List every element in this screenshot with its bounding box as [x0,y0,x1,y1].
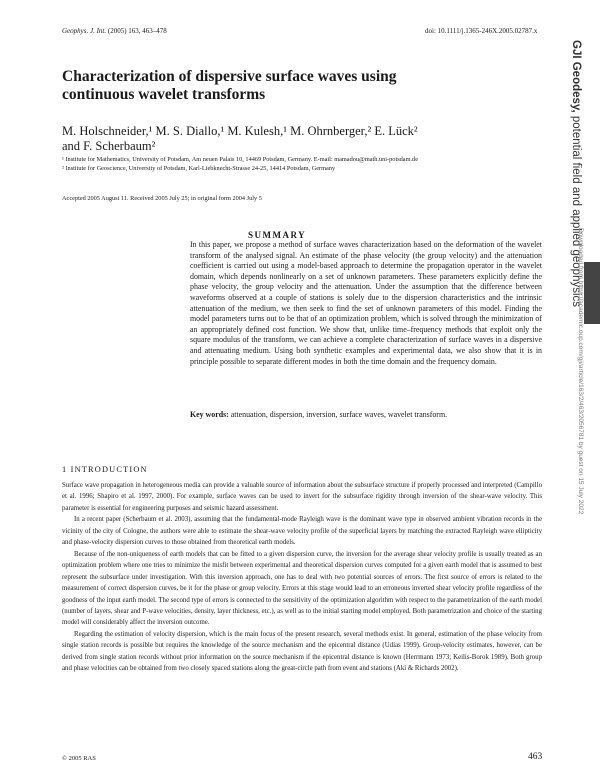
introduction-body [62,480,542,675]
authors [62,124,482,154]
banner-bold: GJI Geodesy, [570,40,582,113]
paragraph: Regarding the estimation of velocity dispersion, which is the main focus of the present research, several methods exist. In general, estimation of the phase velocity from single station records is possible but requires the knowledge of the source mechanism and the epicentral distance (Udías 1999). Group-velocity estimates, however, can be derived from single station records without prior information on the source mechanism if the epicentral distance is known (Herrmann 1973; Keilis-Borok 1989). Both group and phase velocities can be obtained from two closely spaced stations along the great-circle path from event and stations (Aki & Richards 2002). [62,630,542,673]
keywords-list: attenuation, dispersion, inversion, surface waves, wavelet transform. [230,410,448,419]
journal-name: Geophys. J. Int. [62,27,107,35]
authors-line-2: and F. Scherbaum² [62,139,156,153]
journal-volume-pages: (2005) 163, 463–478 [107,27,167,35]
summary-text: In this paper, we propose a method of surface waves characterization based on the deformation of the wavelet transform of the analysed signal. An estimate of the phase velocity (the group velocity) and the attenuation coefficient is carried out using a model-based approach to determine the propagation operator in the wavelet domain, which depends nonlinearly on a set of unknown parameters. These parameters explicitly define the phase velocity, the group velocity and the attenuation. Under the assumption that the difference between waveforms observed at a couple of stations is solely due to the dispersion characteristics and the intrinsic attenuation of the medium, we then seek to find the set of unknown parameters of this model. Finding the model parameters turns out to be that of an optimization problem, which is solved through the minimization of an appropriately defined cost function. We show that, unlike time–frequency methods that exploit only the square modulus of the transform, we can achieve a complete characterization of surface waves in a dispersive and attenuating medium. Using both synthetic examples and experimental data, we also show that it is in principle possible to separate different modes in both the time domain and the frequency domain. [190,240,542,366]
authors-line-1: M. Holschneider,¹ M. S. Diallo,¹ M. Kulesh,¹ M. Ohrnberger,² E. Lück² [62,124,418,138]
banner-rest: potential field and applied geophysics [570,112,582,308]
accepted-dates: Accepted 2005 August 11. Received 2005 July 25; in original form 2004 July 5 [62,195,262,202]
affiliation-1: ¹ Institute for Mathematics, University of Potsdam, Am neuen Palais 10, 14469 Potsdam, Germany. E-mail: mamadou@math.uni-potsdam.de [62,156,418,163]
paragraph: In a recent paper (Scherbaum et al. 2003), assuming that the fundamental-mode Rayleigh wave is the dominant wave type in observed ambient vibration records in the vicinity of the city of Cologne, the authors were able to estimate the shear-wave velocity profile of the superficial layers by matching the extracted Rayleigh wave ellipticity and phase-velocity dispersion curves to those obtained from theoretical earth models. [62,516,542,547]
doi[interactable]: doi: 10.1111/j.1365-246X.2005.02787.x [425,27,538,35]
keywords-label: Key words: [190,410,229,419]
download-watermark: Downloaded from https://academic.oup.com/gji/article/163/2/463/2056781 by guest on 15 July 2022 [577,228,584,515]
paragraph: Surface wave propagation in heterogeneous media can provide a valuable source of information about the subsurface structure if properly processed and interpreted (Campillo et al. 1996; Shapiro et al. 1997, 2000). For example, surface waves can be used to invert for the subsurface rigidity through inversion of the shear-wave velocity. This parameter is essential for engineering purposes and seismic hazard assessment. [62,482,542,512]
copyright: © 2005 RAS [62,755,96,762]
page-number: 463 [528,752,543,762]
paragraph: Because of the non-uniqueness of earth models that can be fitted to a given dispersion curve, the inversion for the average shear velocity profile is usually treated as an optimization problem where one tries to minimize the misfit between experimental and theoretical dispersion curves computed for a given earth model that is assumed to best represent the subsurface under investigation. With this inversion approach, one has to deal with two potential sources of errors. The first source of errors is related to the measurement of correct dispersion curves, be it for the phase or group velocity. Errors at this stage would lead to an erroneous inverted shear velocity profile regardless of the goodness of the input earth model. The second type of errors is connected to the sensitivity of the optimization algorithm with respect to the parametrization of the earth model (number of layers, shear and P-wave velocities, density, layer thickness, etc.), as well as to the initial starting model employed. Both parametrization and choice of the starting model will considerably affect the inversion outcome. [62,550,542,627]
keywords [190,410,542,419]
section-heading: 1 INTRODUCTION [62,465,148,474]
paper-title: Characterization of dispersive surface waves using continuous wavelet transforms [62,68,397,103]
affiliations [62,155,532,173]
summary-heading: SUMMARY [248,230,307,240]
section-tab-marker [584,262,600,324]
affiliation-2: ² Institute for Geoscience, University of Potsdam, Karl-Liebknecht-Strasse 24-25, 14414 Potsdam, Germany [62,165,336,172]
journal-header [62,27,167,35]
